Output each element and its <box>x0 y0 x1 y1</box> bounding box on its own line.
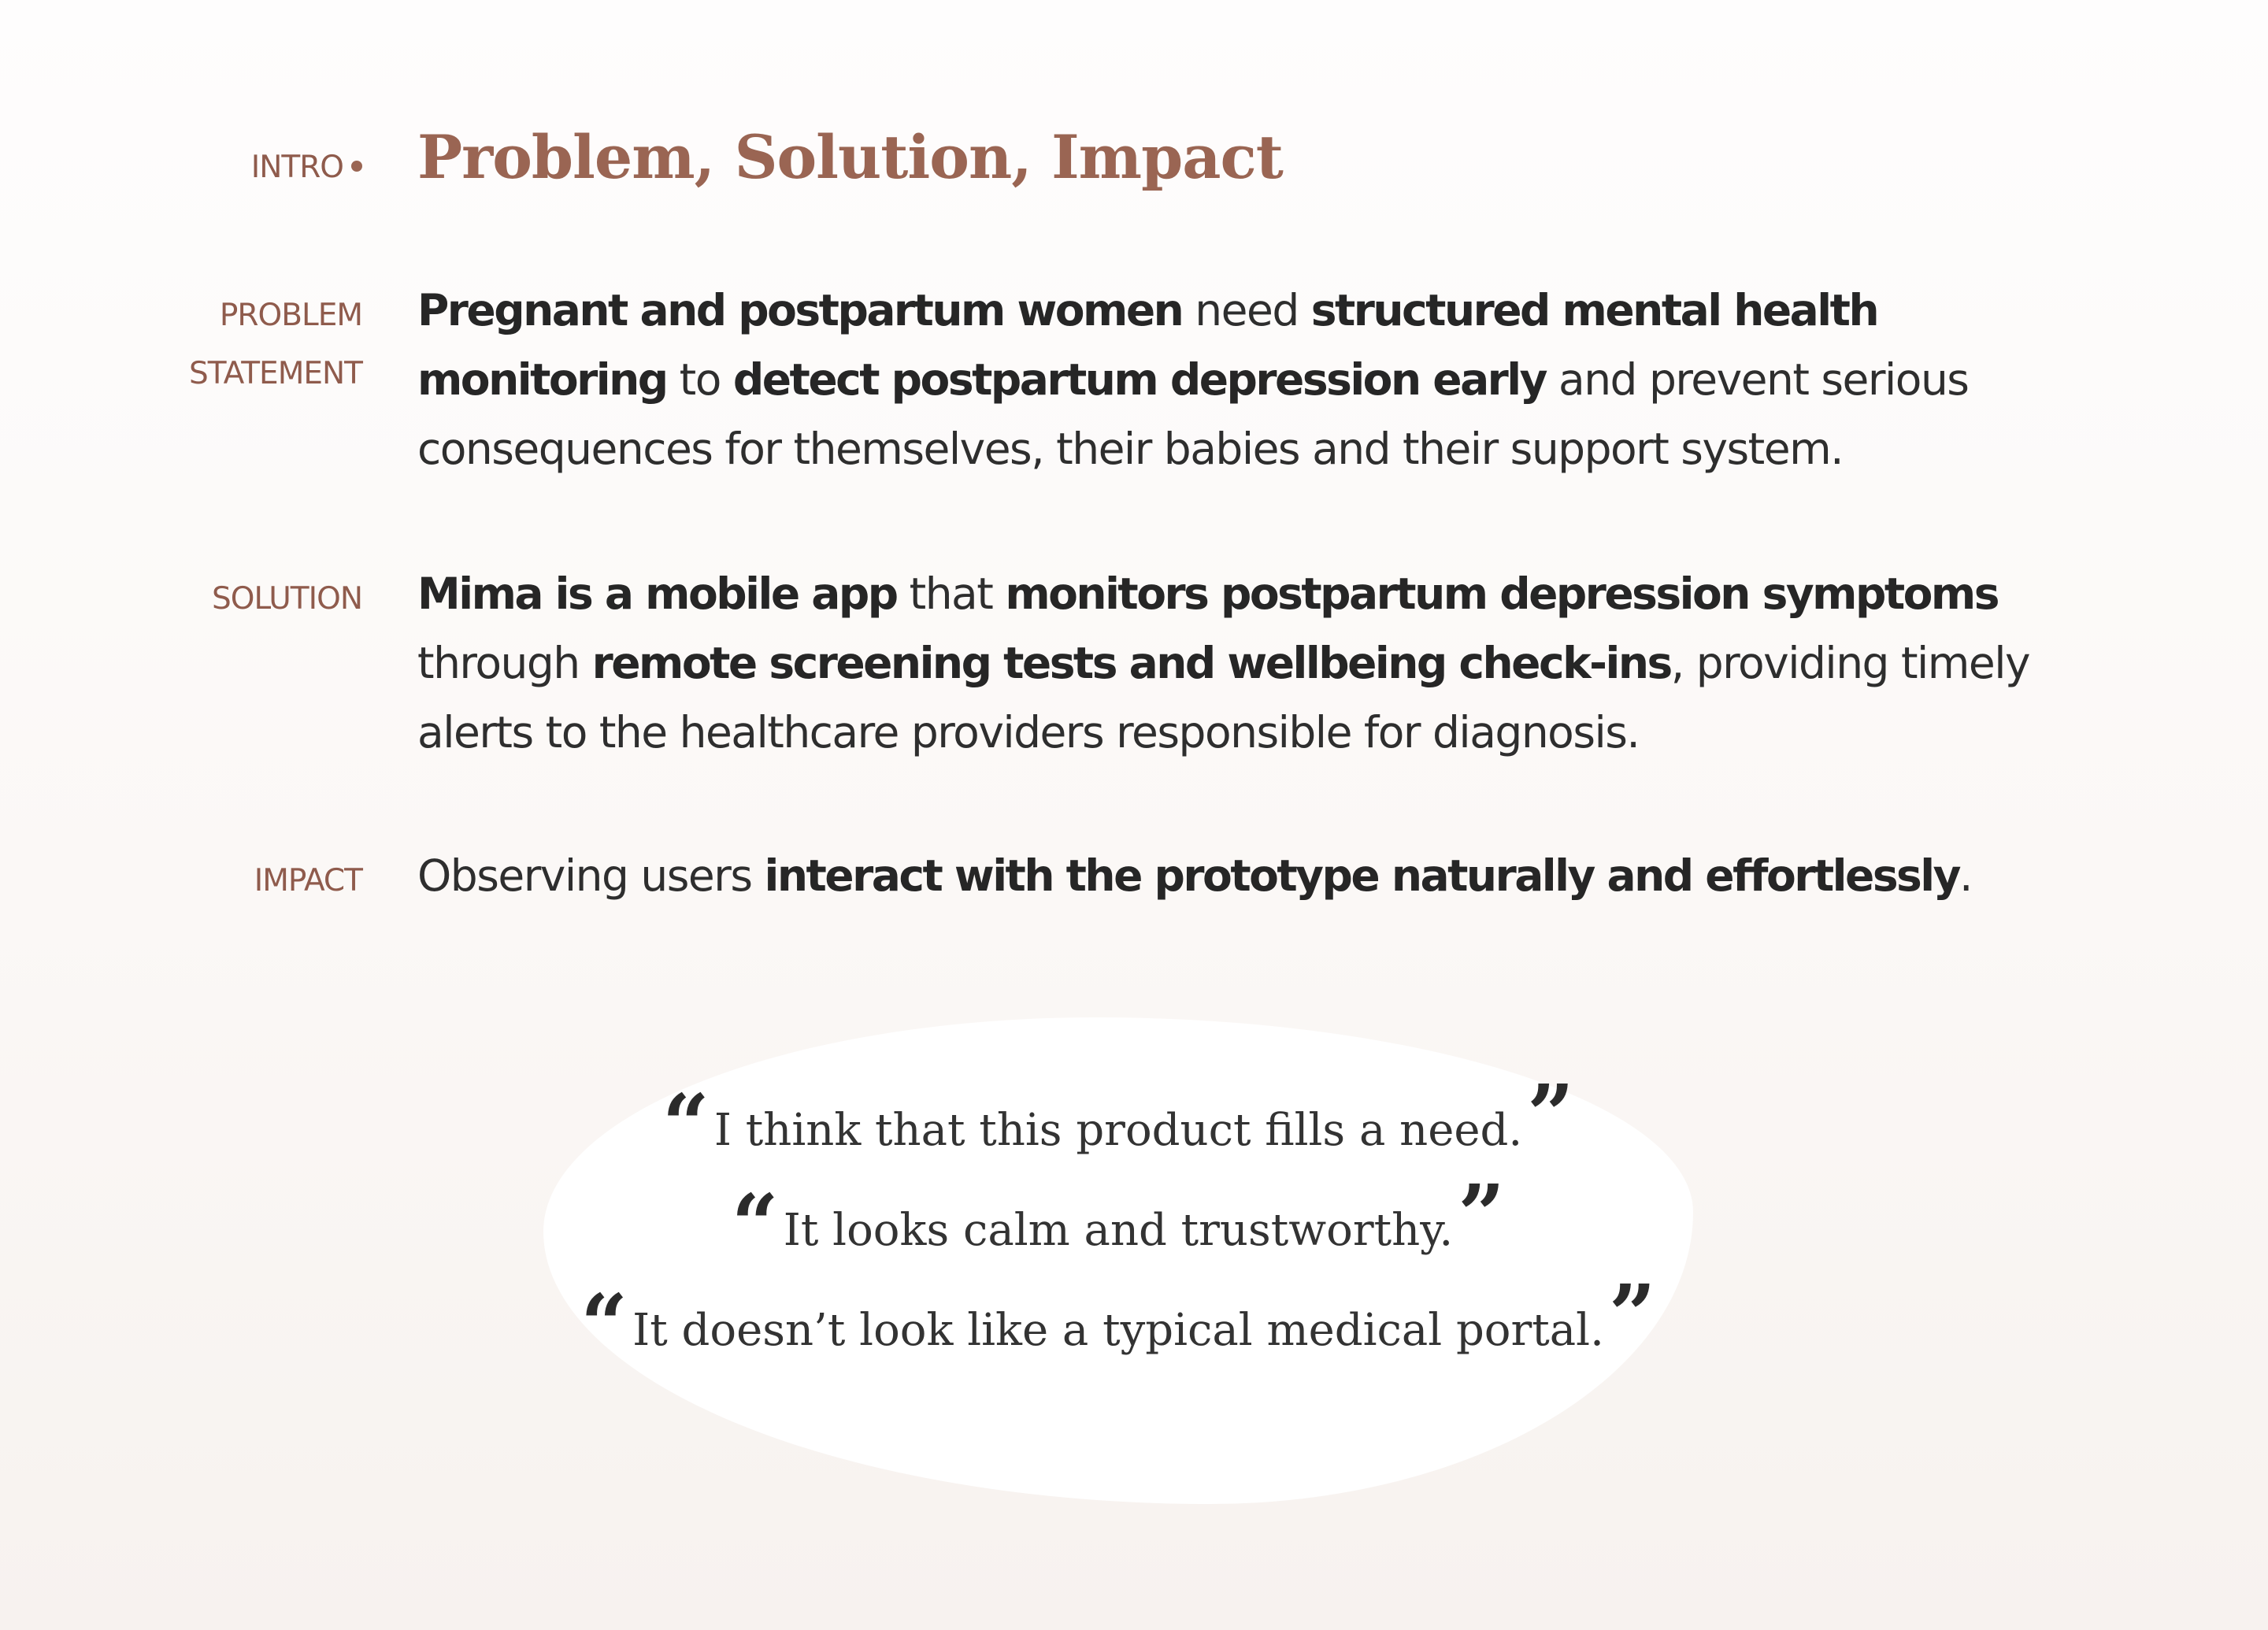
quote-text: It doesn’t look like a typical medical portal. <box>632 1305 1604 1356</box>
impact-text <box>417 841 2095 910</box>
solution-segment: Mima is a mobile app <box>417 569 897 619</box>
user-quotes <box>543 1066 1693 1380</box>
problem-segment: need <box>1182 285 1311 335</box>
solution-segment: monitors postpartum depression symptoms <box>1005 569 1998 619</box>
impact-segment: . <box>1959 850 1972 901</box>
problem-label-line2: STATEMENT <box>189 356 362 391</box>
intro-label: INTRO <box>251 139 362 197</box>
solution-text <box>417 559 2095 767</box>
problem-segment: structured mental health monitoring <box>417 285 1878 405</box>
page-title: Problem, Solution, Impact <box>417 122 1283 192</box>
problem-label-line1: PROBLEM <box>219 298 362 333</box>
problem-segment: to <box>666 354 733 405</box>
bullet-dot-icon <box>351 161 362 172</box>
impact-segment: Observing users <box>417 850 765 901</box>
user-quote: “ It looks calm and trustworthy.” <box>731 1166 1506 1273</box>
problem-statement-label <box>189 287 362 403</box>
problem-segment: detect postpartum depression early <box>732 354 1547 405</box>
solution-segment: remote screening tests and wellbeing check-ins <box>591 638 1671 688</box>
user-quote: “ I think that this product fills a need.” <box>662 1066 1574 1172</box>
solution-label: SOLUTION <box>212 581 362 617</box>
solution-segment: , providing timely alerts to the healthcare providers responsible for diagnosis. <box>417 638 2030 758</box>
impact-segment: interact with the prototype naturally and effortlessly <box>764 850 1959 901</box>
problem-statement-text <box>417 276 2095 483</box>
solution-segment: that <box>896 569 1006 619</box>
problem-segment: and prevent serious consequences for themselves, their babies and their support system. <box>417 354 1969 474</box>
quote-text: I think that this product fills a need. <box>713 1105 1523 1156</box>
solution-segment: through <box>417 638 592 688</box>
problem-segment: Pregnant and postpartum women <box>417 285 1183 335</box>
user-quote: “ It doesn’t look like a typical medical portal.” <box>580 1266 1656 1373</box>
quote-text: It looks calm and trustworthy. <box>783 1205 1454 1256</box>
impact-label: IMPACT <box>254 863 362 898</box>
